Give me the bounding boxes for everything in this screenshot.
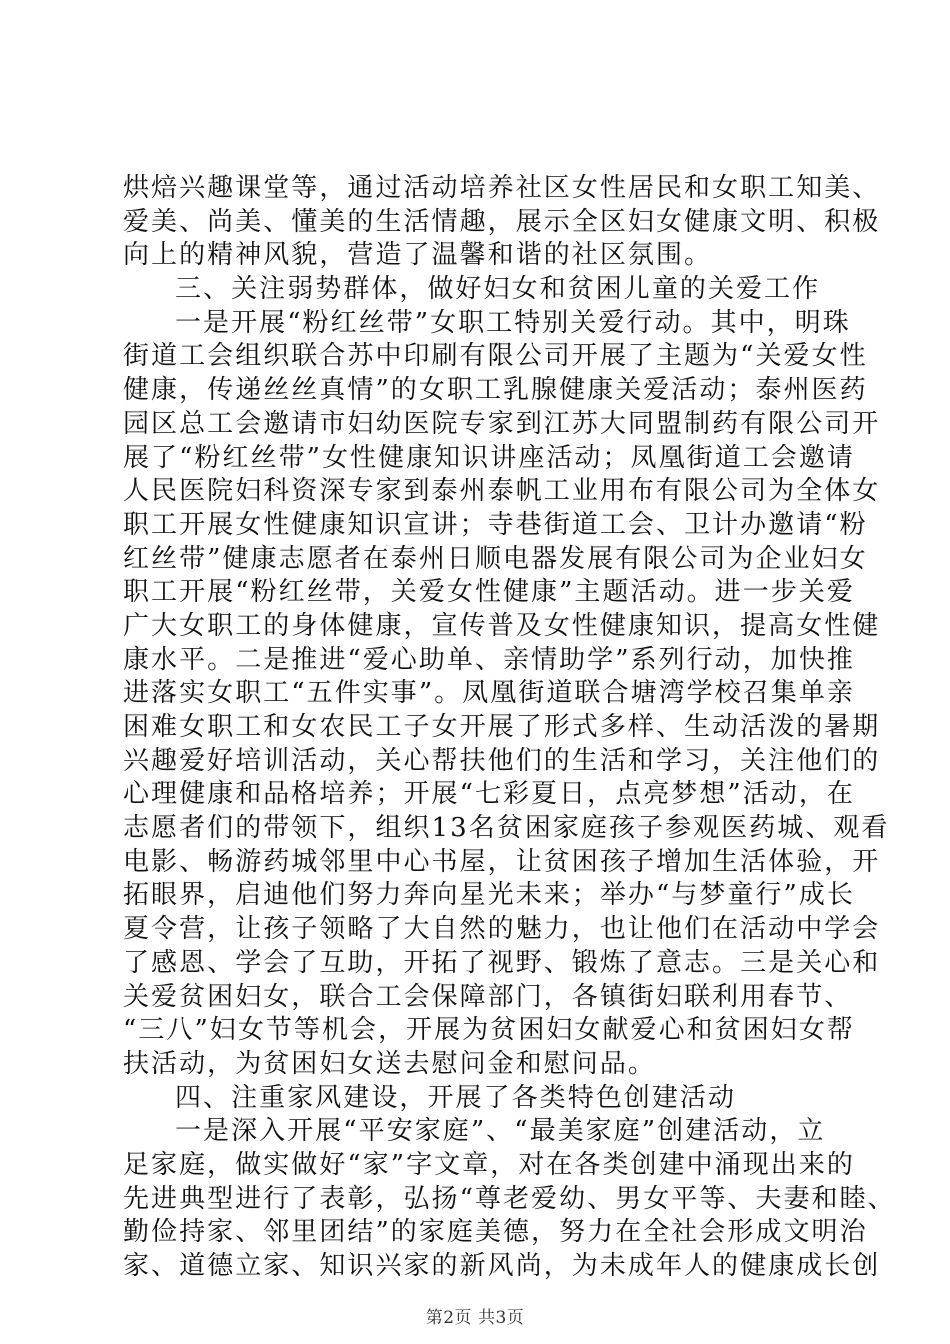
text-line: 街道工会组织联合苏中印刷有限公司开展了主题为“关爱女性 xyxy=(123,341,868,372)
text-line: 关爱贫困妇女，联合工会保障部门，各镇街妇联利用春节、 xyxy=(123,981,853,1012)
document-body xyxy=(123,172,896,1284)
page-footer: 第2页 共3页 xyxy=(425,1308,525,1328)
text-line: 广大女职工的身体健康，宣传普及女性健康知识，提高女性健 xyxy=(123,610,881,641)
text-line: 兴趣爱好培训活动，关心帮扶他们的生活和学习，关注他们的 xyxy=(123,745,881,776)
text-line: 电影、畅游药城邻里中心书屋，让贫困孩子增加生活体验，开 xyxy=(123,846,881,877)
text-line: 心理健康和品格培养；开展“七彩夏日，点亮梦想”活动，在 xyxy=(123,779,855,810)
text-line: 园区总工会邀请市妇幼医院专家到江苏大同盟制药有限公司开 xyxy=(123,408,881,439)
text-line: 展了“粉红丝带”女性健康知识讲座活动；凤凰街道工会邀请 xyxy=(123,442,855,473)
text-line: 先进典型进行了表彰，弘扬“尊老爱幼、男女平等、夫妻和睦、 xyxy=(123,1183,896,1214)
text-line: 困难女职工和女农民工子女开展了形式多样、生动活泼的暑期 xyxy=(123,712,881,742)
text-line: 家、道德立家、知识兴家的新风尚，为未成年人的健康成长创 xyxy=(123,1251,881,1281)
paragraph-first-line: 一是开展“粉红丝带”女职工特别关爱行动。其中，明珠 xyxy=(175,307,851,338)
text-line: 康水平。二是推进“爱心助单、亲情助学”系列行动，加快推 xyxy=(123,644,855,675)
text-line: 烘焙兴趣课堂等，通过活动培养社区女性居民和女职工知美、 xyxy=(123,173,881,203)
text-line: 红丝带”健康志愿者在泰州日顺电器发展有限公司为企业妇女 xyxy=(123,543,868,574)
text-line: “三八”妇女节等机会，开展为贫困妇女献爱心和贫困妇女帮 xyxy=(123,1015,855,1046)
text-line: 勤俭持家、邻里团结”的家庭美德，努力在全社会形成文明治 xyxy=(123,1217,868,1248)
text-line: 健康，传递丝丝真情”的女职工乳腺健康关爱活动；泰州医药 xyxy=(123,375,868,406)
text-line: 进落实女职工“五件实事”。凤凰街道联合塘湾学校召集单亲 xyxy=(123,678,855,709)
paragraph-first-line: 一是深入开展“平安家庭”、“最美家庭”创建活动，立 xyxy=(175,1116,826,1147)
text-line: 爱美、尚美、懂美的生活情趣，展示全区妇女健康文明、积极 xyxy=(123,206,881,237)
text-line: 志愿者们的带领下，组织13名贫困家庭孩子参观医药城、观看 xyxy=(123,813,890,844)
text-line: 了感恩、学会了互助，开拓了视野、锻炼了意志。三是关心和 xyxy=(123,947,881,978)
paragraph-first-line: 四、注重家风建设，开展了各类特色创建活动 xyxy=(175,1082,737,1113)
text-line: 职工开展女性健康知识宣讲；寺巷街道工会、卫计办邀请“粉 xyxy=(123,509,868,540)
text-line: 职工开展“粉红丝带，关爱女性健康”主题活动。进一步关爱 xyxy=(123,577,855,608)
text-line: 人民医院妇科资深专家到泰州泰帆工业用布有限公司为全体女 xyxy=(123,476,881,507)
text-line: 足家庭，做实做好“家”字文章，对在各类创建中涌现出来的 xyxy=(123,1149,855,1180)
text-line: 夏令营，让孩子领略了大自然的魅力，也让他们在活动中学会 xyxy=(123,914,881,945)
text-line: 扶活动，为贫困妇女送去慰问金和慰问品。 xyxy=(123,1048,656,1079)
text-line: 向上的精神风貌，营造了温馨和谐的社区氛围。 xyxy=(123,240,713,271)
text-line: 拓眼界，启迪他们努力奔向星光未来；举办“与梦童行”成长 xyxy=(123,880,855,911)
paragraph-first-line: 三、关注弱势群体，做好妇女和贫困儿童的关爱工作 xyxy=(175,274,821,305)
